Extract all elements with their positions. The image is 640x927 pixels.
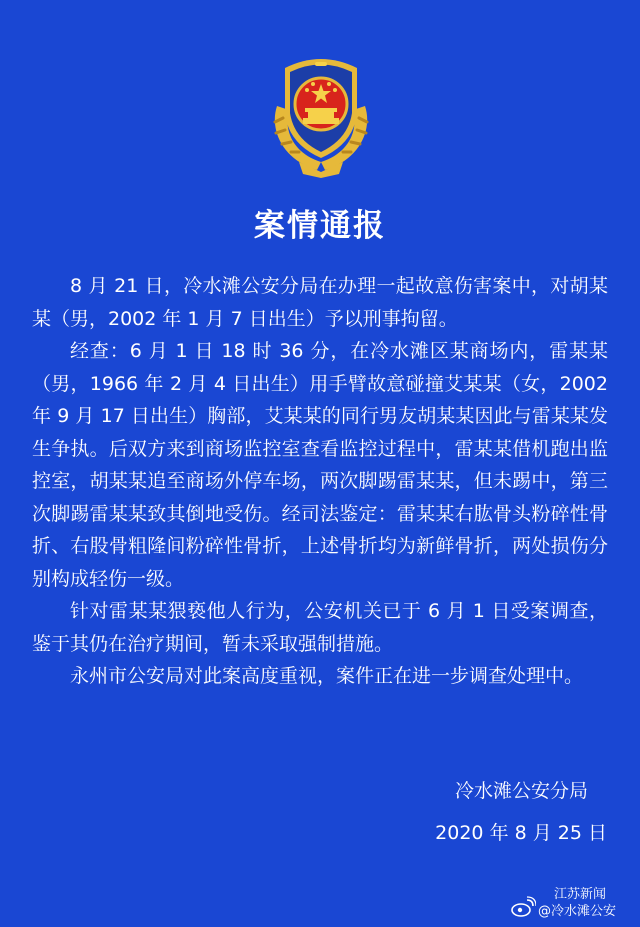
notice-body — [32, 270, 608, 693]
notice-paragraph: 永州市公安局对此案高度重视，案件正在进一步调查处理中。 — [70, 665, 584, 687]
notice-title: 案情通报 — [254, 208, 386, 244]
police-emblem-icon — [255, 48, 387, 180]
notice-paragraph: 8 月 21 日，冷水滩公安分局在办理一起故意伤害案中，对胡某某（男，2002 年 1 月 7 日出生）予以刑事拘留。 — [32, 275, 608, 330]
notice-paragraph: 经查：6 月 1 日 18 时 36 分，在冷水滩区某商场内，雷某某（男，1966 年 2 月 4 日出生）用手臂故意碰撞艾某某（女，2002 年 9 月 17 日出生）胸部，艾某某的同行男友胡某某因此与雷某某发生争执。后双方来到商场监控室查看监控过程中，雷某某借机跑出监控室，胡某某追至商场外停车场，两次脚踢雷某某，但未踢中，第三次脚踢雷某某致其倒地受伤。经司法鉴定：雷某某右肱骨头粉碎性骨折、右股骨粗隆间粉碎性骨折，上述骨折均为新鲜骨折，两处损伤分别构成轻伤一级。 — [32, 340, 608, 590]
watermark — [510, 884, 640, 924]
watermark-account: @冷水滩公安 — [538, 904, 617, 919]
weibo-logo-icon — [510, 896, 536, 918]
signature-date: 2020 年 8 月 25 日 — [435, 822, 607, 844]
watermark-source: 江苏新闻 — [554, 887, 607, 902]
notice-paragraph: 针对雷某某猥亵他人行为，公安机关已于 6 月 1 日受案调查，鉴于其仍在治疗期间，暂未采取强制措施。 — [32, 600, 608, 655]
signature-organization: 冷水滩公安分局 — [454, 780, 588, 802]
